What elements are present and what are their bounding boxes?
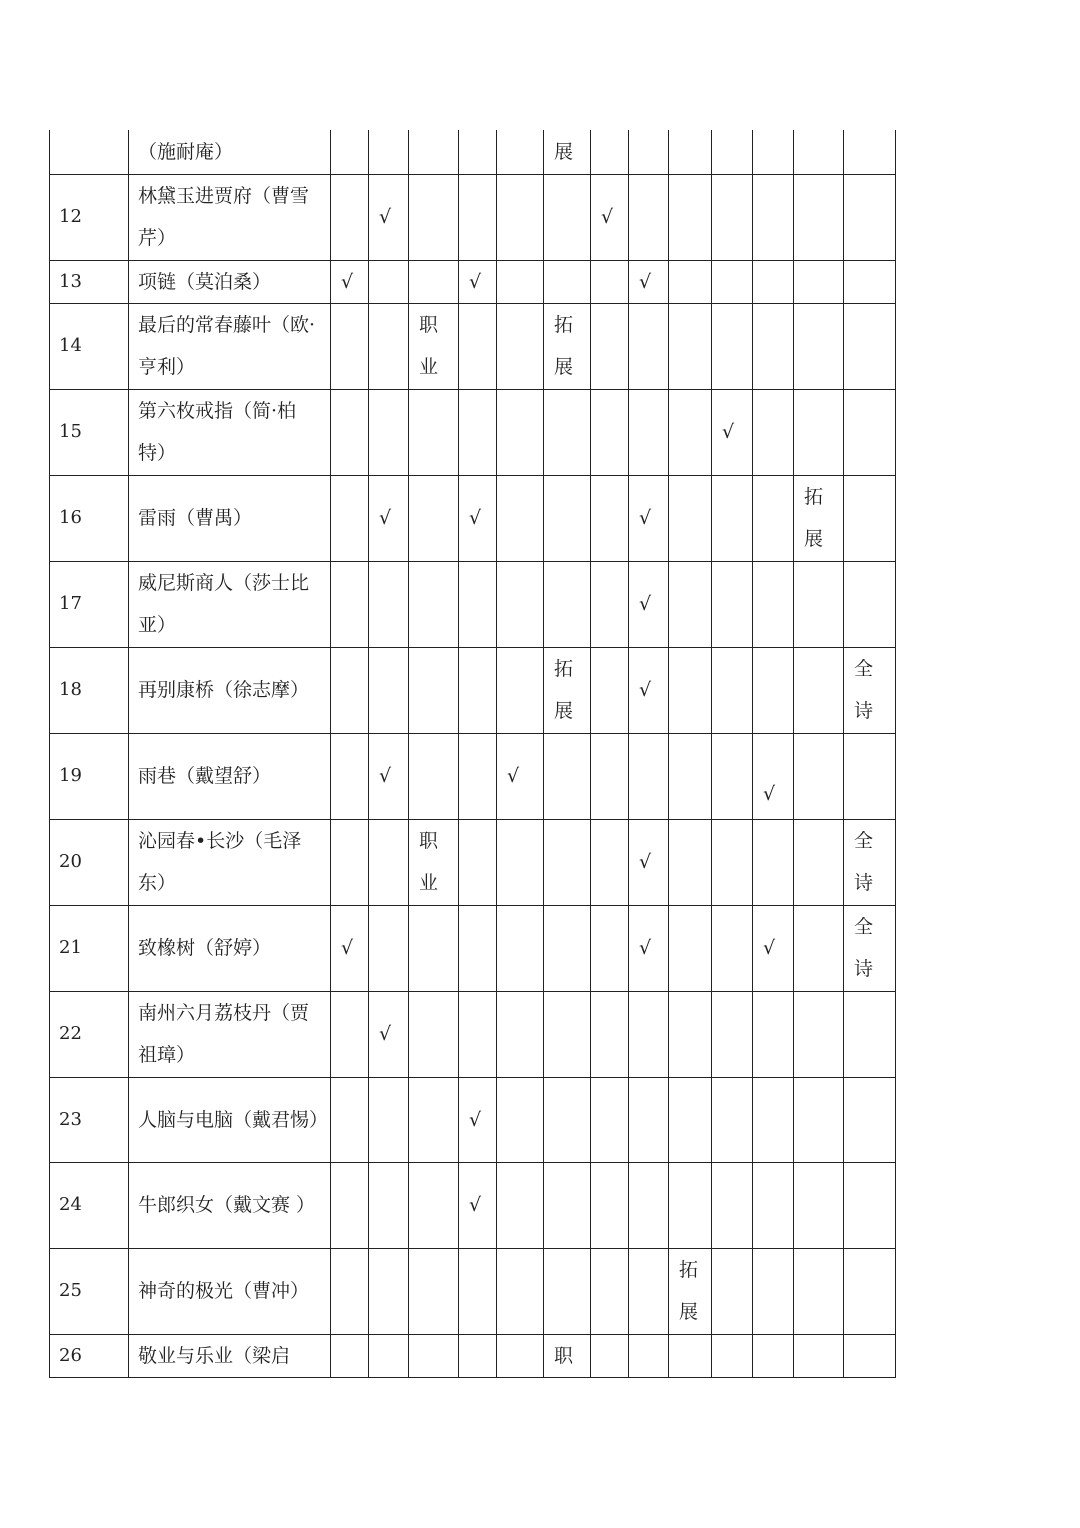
mark-cell: [712, 174, 753, 260]
mark-cell: [794, 260, 844, 303]
mark-cell: [753, 905, 794, 991]
mark-cell: [331, 991, 369, 1077]
mark-cell: [459, 1248, 497, 1334]
mark-cell: [629, 647, 669, 733]
mark-cell: [459, 1077, 497, 1162]
mark-cell: [409, 303, 459, 389]
mark-cell: [544, 1077, 591, 1162]
mark-cell: [544, 647, 591, 733]
mark-cell: [497, 1077, 544, 1162]
mark-cell: [409, 1162, 459, 1248]
mark-cell: [459, 905, 497, 991]
mark-cell: [669, 1162, 712, 1248]
mark-cell: [409, 991, 459, 1077]
mark-cell: [753, 130, 794, 174]
mark-cell: [409, 475, 459, 561]
mark-cell: [669, 647, 712, 733]
text-title: 南州六月荔枝丹（贾祖璋）: [129, 991, 331, 1077]
check-mark: √: [763, 937, 776, 959]
mark-cell: [369, 260, 409, 303]
mark-cell: [591, 733, 629, 819]
mark-cell: [753, 303, 794, 389]
text-title: 敬业与乐业（梁启: [129, 1334, 331, 1377]
check-mark: √: [379, 507, 392, 529]
mark-cell: [712, 130, 753, 174]
check-mark: √: [601, 206, 614, 228]
mark-cell: [369, 905, 409, 991]
mark-cell: [409, 733, 459, 819]
mark-cell: [331, 174, 369, 260]
mark-cell: [844, 130, 896, 174]
mark-cell: [753, 1162, 794, 1248]
mark-cell: [712, 647, 753, 733]
mark-cell: [669, 733, 712, 819]
mark-cell: [591, 819, 629, 905]
mark-cell: [794, 1162, 844, 1248]
mark-cell: [369, 475, 409, 561]
mark-cell: [669, 1077, 712, 1162]
mark-text: 全诗: [854, 658, 874, 722]
mark-cell: [369, 819, 409, 905]
mark-cell: [544, 905, 591, 991]
mark-cell: [794, 1334, 844, 1377]
mark-cell: [844, 475, 896, 561]
mark-cell: [459, 991, 497, 1077]
mark-cell: [591, 1162, 629, 1248]
mark-cell: [369, 389, 409, 475]
mark-cell: [591, 905, 629, 991]
table-row: [50, 475, 896, 561]
mark-cell: [844, 303, 896, 389]
mark-cell: [712, 905, 753, 991]
row-number: 26: [50, 1334, 129, 1377]
mark-cell: [712, 260, 753, 303]
mark-cell: [794, 647, 844, 733]
mark-cell: [459, 647, 497, 733]
mark-cell: [331, 303, 369, 389]
mark-cell: [544, 1248, 591, 1334]
mark-cell: [459, 475, 497, 561]
mark-text: 拓展: [679, 1259, 699, 1323]
check-mark: √: [639, 679, 652, 701]
mark-cell: [544, 303, 591, 389]
mark-cell: [497, 130, 544, 174]
mark-cell: [794, 1077, 844, 1162]
text-title: 牛郎织女（戴文赛 ）: [129, 1162, 331, 1248]
check-mark: √: [469, 270, 482, 293]
mark-cell: [544, 991, 591, 1077]
mark-cell: [544, 174, 591, 260]
row-number: 21: [50, 905, 129, 991]
mark-cell: [497, 647, 544, 733]
mark-cell: [629, 733, 669, 819]
mark-cell: [753, 1077, 794, 1162]
check-mark: √: [469, 1108, 482, 1131]
mark-cell: [331, 1162, 369, 1248]
curriculum-table: [49, 130, 896, 1378]
mark-cell: [753, 1248, 794, 1334]
check-mark: √: [639, 270, 652, 293]
mark-cell: [544, 1334, 591, 1377]
mark-cell: [591, 260, 629, 303]
mark-cell: [459, 260, 497, 303]
mark-cell: [844, 174, 896, 260]
mark-cell: [331, 389, 369, 475]
mark-cell: [497, 260, 544, 303]
table-row: [50, 1334, 896, 1377]
mark-cell: [753, 733, 794, 819]
mark-cell: [369, 647, 409, 733]
mark-cell: [794, 991, 844, 1077]
mark-text: 职: [554, 1344, 574, 1367]
mark-cell: [629, 389, 669, 475]
text-title: 神奇的极光（曹冲）: [129, 1248, 331, 1334]
mark-cell: [544, 130, 591, 174]
row-number: 22: [50, 991, 129, 1077]
mark-cell: [794, 733, 844, 819]
text-title: 第六枚戒指（简·柏特）: [129, 389, 331, 475]
mark-cell: [497, 303, 544, 389]
mark-cell: [497, 991, 544, 1077]
mark-cell: [844, 389, 896, 475]
mark-cell: [753, 991, 794, 1077]
mark-cell: [369, 130, 409, 174]
mark-cell: [459, 130, 497, 174]
text-title: 雨巷（戴望舒）: [129, 733, 331, 819]
text-title: 林黛玉进贾府（曹雪芹）: [129, 174, 331, 260]
row-number: 12: [50, 174, 129, 260]
row-number: 23: [50, 1077, 129, 1162]
mark-cell: [712, 303, 753, 389]
mark-cell: [669, 130, 712, 174]
mark-cell: [629, 1248, 669, 1334]
mark-cell: [409, 1248, 459, 1334]
mark-cell: [331, 1248, 369, 1334]
mark-text: 全诗: [854, 915, 874, 980]
mark-cell: [591, 991, 629, 1077]
mark-cell: [497, 1248, 544, 1334]
mark-cell: [794, 475, 844, 561]
mark-cell: [497, 174, 544, 260]
mark-cell: [712, 1077, 753, 1162]
mark-text: 拓展: [804, 486, 824, 550]
row-number: 25: [50, 1248, 129, 1334]
mark-cell: [369, 991, 409, 1077]
mark-cell: [369, 1334, 409, 1377]
mark-cell: [409, 389, 459, 475]
row-number: 16: [50, 475, 129, 561]
text-title: 雷雨（曹禺）: [129, 475, 331, 561]
mark-cell: [591, 130, 629, 174]
table-row: [50, 1162, 896, 1248]
check-mark: √: [469, 507, 482, 529]
table-row: [50, 819, 896, 905]
mark-cell: [844, 561, 896, 647]
mark-cell: [409, 260, 459, 303]
row-number: 20: [50, 819, 129, 905]
mark-cell: [712, 1162, 753, 1248]
table-row: [50, 174, 896, 260]
mark-cell: [331, 819, 369, 905]
mark-cell: [794, 819, 844, 905]
mark-cell: [369, 733, 409, 819]
mark-cell: [844, 260, 896, 303]
text-title: 威尼斯商人（莎士比亚）: [129, 561, 331, 647]
mark-cell: [753, 174, 794, 260]
mark-cell: [544, 819, 591, 905]
mark-cell: [669, 991, 712, 1077]
mark-cell: [331, 475, 369, 561]
table-row: [50, 260, 896, 303]
mark-cell: [794, 905, 844, 991]
mark-cell: [669, 1334, 712, 1377]
row-number: 24: [50, 1162, 129, 1248]
mark-cell: [794, 561, 844, 647]
table-row: [50, 905, 896, 991]
row-number: 19: [50, 733, 129, 819]
text-title: 再别康桥（徐志摩）: [129, 647, 331, 733]
check-mark: √: [639, 851, 652, 873]
mark-cell: [591, 1077, 629, 1162]
mark-cell: [369, 561, 409, 647]
mark-cell: [409, 819, 459, 905]
mark-cell: [544, 561, 591, 647]
mark-cell: [629, 991, 669, 1077]
row-number: 14: [50, 303, 129, 389]
mark-cell: [629, 174, 669, 260]
mark-cell: [794, 389, 844, 475]
mark-cell: [669, 561, 712, 647]
mark-cell: [844, 1162, 896, 1248]
check-mark: √: [341, 270, 354, 293]
mark-cell: [369, 1077, 409, 1162]
mark-cell: [629, 1334, 669, 1377]
mark-text: 展: [554, 140, 574, 163]
mark-cell: [753, 475, 794, 561]
mark-cell: [459, 819, 497, 905]
table-row: [50, 130, 896, 174]
mark-cell: [591, 1248, 629, 1334]
mark-cell: [753, 819, 794, 905]
mark-cell: [712, 991, 753, 1077]
mark-cell: [497, 905, 544, 991]
row-number: [50, 130, 129, 174]
table-row: [50, 561, 896, 647]
mark-cell: [369, 303, 409, 389]
table-row: [50, 1248, 896, 1334]
text-title: 沁园春•长沙（毛泽东）: [129, 819, 331, 905]
table-row: [50, 1077, 896, 1162]
mark-cell: [844, 733, 896, 819]
mark-cell: [331, 1077, 369, 1162]
mark-cell: [497, 1334, 544, 1377]
mark-cell: [544, 733, 591, 819]
mark-cell: [459, 1162, 497, 1248]
mark-cell: [629, 303, 669, 389]
mark-cell: [844, 1077, 896, 1162]
mark-cell: [369, 1162, 409, 1248]
mark-text: 职业: [419, 830, 439, 894]
mark-cell: [844, 647, 896, 733]
mark-cell: [544, 389, 591, 475]
mark-cell: [497, 819, 544, 905]
mark-cell: [591, 647, 629, 733]
mark-cell: [844, 905, 896, 991]
mark-cell: [794, 174, 844, 260]
mark-cell: [629, 561, 669, 647]
mark-cell: [497, 733, 544, 819]
mark-cell: [497, 561, 544, 647]
check-mark: √: [379, 765, 392, 787]
mark-cell: [753, 389, 794, 475]
row-number: 15: [50, 389, 129, 475]
mark-cell: [331, 1334, 369, 1377]
check-mark: √: [639, 507, 652, 529]
mark-cell: [712, 733, 753, 819]
table-row: [50, 733, 896, 819]
mark-cell: [669, 1248, 712, 1334]
check-mark: √: [341, 937, 354, 959]
mark-cell: [591, 389, 629, 475]
mark-cell: [669, 905, 712, 991]
mark-cell: [629, 1077, 669, 1162]
mark-cell: [844, 991, 896, 1077]
mark-cell: [459, 561, 497, 647]
mark-cell: [409, 905, 459, 991]
mark-cell: [409, 1334, 459, 1377]
mark-cell: [712, 389, 753, 475]
mark-cell: [712, 1334, 753, 1377]
mark-cell: [669, 260, 712, 303]
text-title: 人脑与电脑（戴君惕）: [129, 1077, 331, 1162]
mark-cell: [544, 260, 591, 303]
mark-cell: [459, 1334, 497, 1377]
text-title: 项链（莫泊桑）: [129, 260, 331, 303]
mark-cell: [753, 260, 794, 303]
row-number: 17: [50, 561, 129, 647]
table-row: [50, 647, 896, 733]
text-title: 最后的常春藤叶（欧·亨利）: [129, 303, 331, 389]
mark-cell: [409, 1077, 459, 1162]
text-title: 致橡树（舒婷）: [129, 905, 331, 991]
check-mark: √: [639, 593, 652, 615]
mark-cell: [753, 561, 794, 647]
check-mark: √: [379, 1023, 392, 1045]
mark-cell: [669, 174, 712, 260]
mark-text: 全诗: [854, 830, 874, 894]
mark-cell: [409, 647, 459, 733]
mark-cell: [459, 174, 497, 260]
mark-cell: [629, 905, 669, 991]
mark-cell: [753, 1334, 794, 1377]
mark-text: 拓展: [554, 658, 574, 722]
mark-text: 职业: [419, 314, 439, 378]
check-mark: √: [722, 421, 735, 443]
row-number: 13: [50, 260, 129, 303]
table-row: [50, 303, 896, 389]
mark-cell: [331, 130, 369, 174]
mark-cell: [459, 389, 497, 475]
mark-cell: [591, 174, 629, 260]
mark-cell: [331, 733, 369, 819]
check-mark: √: [379, 206, 392, 228]
mark-cell: [331, 260, 369, 303]
table-row: [50, 389, 896, 475]
mark-cell: [459, 303, 497, 389]
mark-cell: [712, 819, 753, 905]
check-mark: √: [763, 782, 776, 805]
check-mark: √: [507, 765, 520, 787]
row-number: 18: [50, 647, 129, 733]
mark-cell: [844, 1334, 896, 1377]
mark-cell: [844, 819, 896, 905]
mark-cell: [369, 1248, 409, 1334]
text-title: （施耐庵）: [129, 130, 331, 174]
mark-cell: [409, 561, 459, 647]
mark-cell: [591, 1334, 629, 1377]
mark-cell: [753, 647, 794, 733]
mark-cell: [629, 475, 669, 561]
mark-cell: [331, 561, 369, 647]
mark-cell: [629, 1162, 669, 1248]
check-mark: √: [469, 1194, 482, 1216]
table-body: [50, 130, 896, 1377]
mark-cell: [669, 819, 712, 905]
mark-cell: [794, 1248, 844, 1334]
mark-cell: [669, 475, 712, 561]
mark-cell: [331, 647, 369, 733]
mark-cell: [409, 174, 459, 260]
mark-cell: [712, 561, 753, 647]
mark-cell: [794, 303, 844, 389]
mark-cell: [629, 819, 669, 905]
check-mark: √: [639, 937, 652, 959]
mark-cell: [544, 1162, 591, 1248]
mark-cell: [369, 174, 409, 260]
mark-cell: [712, 475, 753, 561]
mark-text: 拓展: [554, 314, 574, 378]
mark-cell: [669, 303, 712, 389]
mark-cell: [712, 1248, 753, 1334]
mark-cell: [591, 475, 629, 561]
mark-cell: [497, 389, 544, 475]
mark-cell: [497, 475, 544, 561]
mark-cell: [409, 130, 459, 174]
mark-cell: [669, 389, 712, 475]
mark-cell: [544, 475, 591, 561]
mark-cell: [844, 1248, 896, 1334]
mark-cell: [794, 130, 844, 174]
mark-cell: [629, 260, 669, 303]
mark-cell: [459, 733, 497, 819]
mark-cell: [591, 303, 629, 389]
mark-cell: [331, 905, 369, 991]
table-row: [50, 991, 896, 1077]
mark-cell: [497, 1162, 544, 1248]
mark-cell: [591, 561, 629, 647]
mark-cell: [629, 130, 669, 174]
